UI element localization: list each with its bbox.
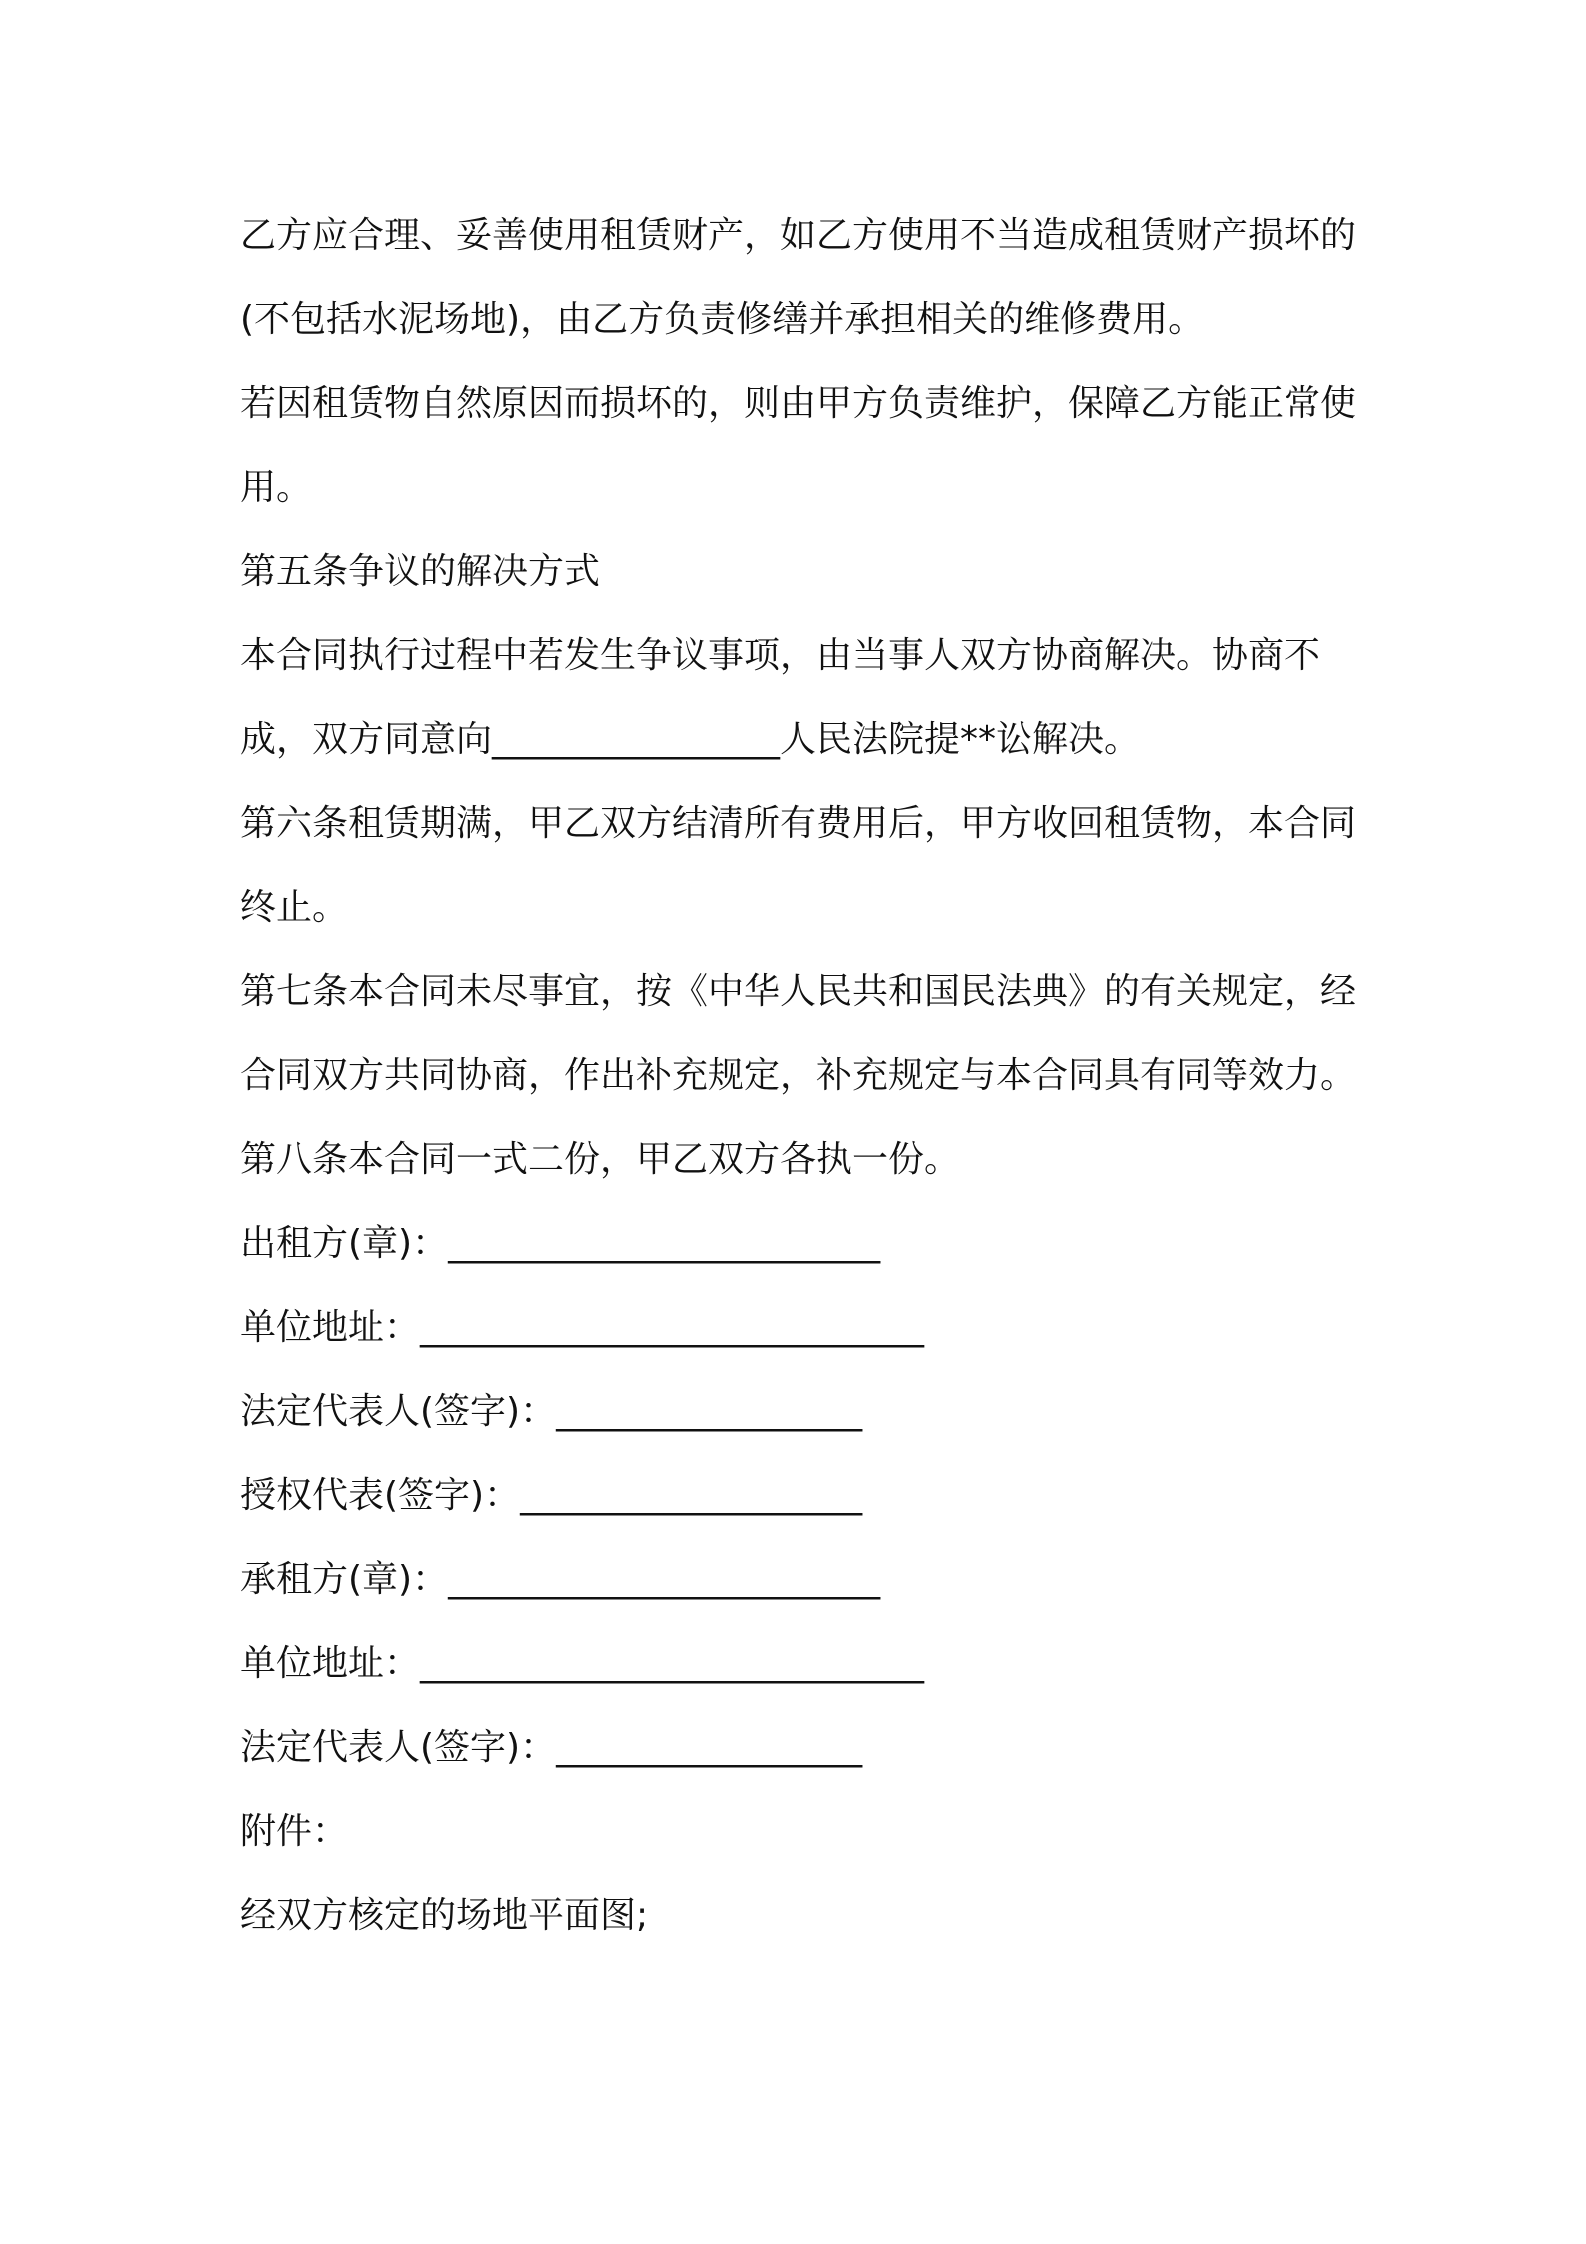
document-body [240, 194, 1360, 1958]
lessor-seal-field: 出租方(章)：________________________ [240, 1223, 881, 1264]
article-six: 第六条租赁期满，甲乙双方结清所有费用后，甲方收回租赁物，本合同终止。 [240, 803, 1357, 928]
lessor-legal-rep-field: 法定代表人(签字)：_________________ [240, 1391, 863, 1432]
paragraph-natural-damage: 若因租赁物自然原因而损坏的，则由甲方负责维护，保障乙方能正常使用。 [240, 383, 1357, 508]
lessee-address-field: 单位地址：____________________________ [240, 1643, 925, 1684]
lessee-seal-field: 承租方(章)：________________________ [240, 1559, 881, 1600]
article-five-heading: 第五条争议的解决方式 [240, 551, 601, 592]
article-seven: 第七条本合同未尽事宜，按《中华人民共和国民法典》的有关规定，经合同双方共同协商，作出补充规定，补充规定与本合同具有同等效力。 [240, 971, 1357, 1096]
lessee-legal-rep-field: 法定代表人(签字)：_________________ [240, 1727, 863, 1768]
attachments-heading: 附件： [240, 1811, 349, 1852]
lessor-address-field: 单位地址：____________________________ [240, 1307, 925, 1348]
lessor-authorized-rep-field: 授权代表(签字)：___________________ [240, 1475, 863, 1516]
article-eight: 第八条本合同一式二份，甲乙双方各执一份。 [240, 1139, 961, 1180]
attachment-item-site-plan: 经双方核定的场地平面图; [240, 1895, 649, 1936]
paragraph-maintenance-responsibility: 乙方应合理、妥善使用租赁财产，如乙方使用不当造成租赁财产损坏的(不包括水泥场地)，由乙方负责修缮并承担相关的维修费用。 [240, 215, 1357, 340]
paragraph-dispute-resolution: 本合同执行过程中若发生争议事项，由当事人双方协商解决。协商不成，双方同意向________________人民法院提**讼解决。 [240, 635, 1321, 760]
